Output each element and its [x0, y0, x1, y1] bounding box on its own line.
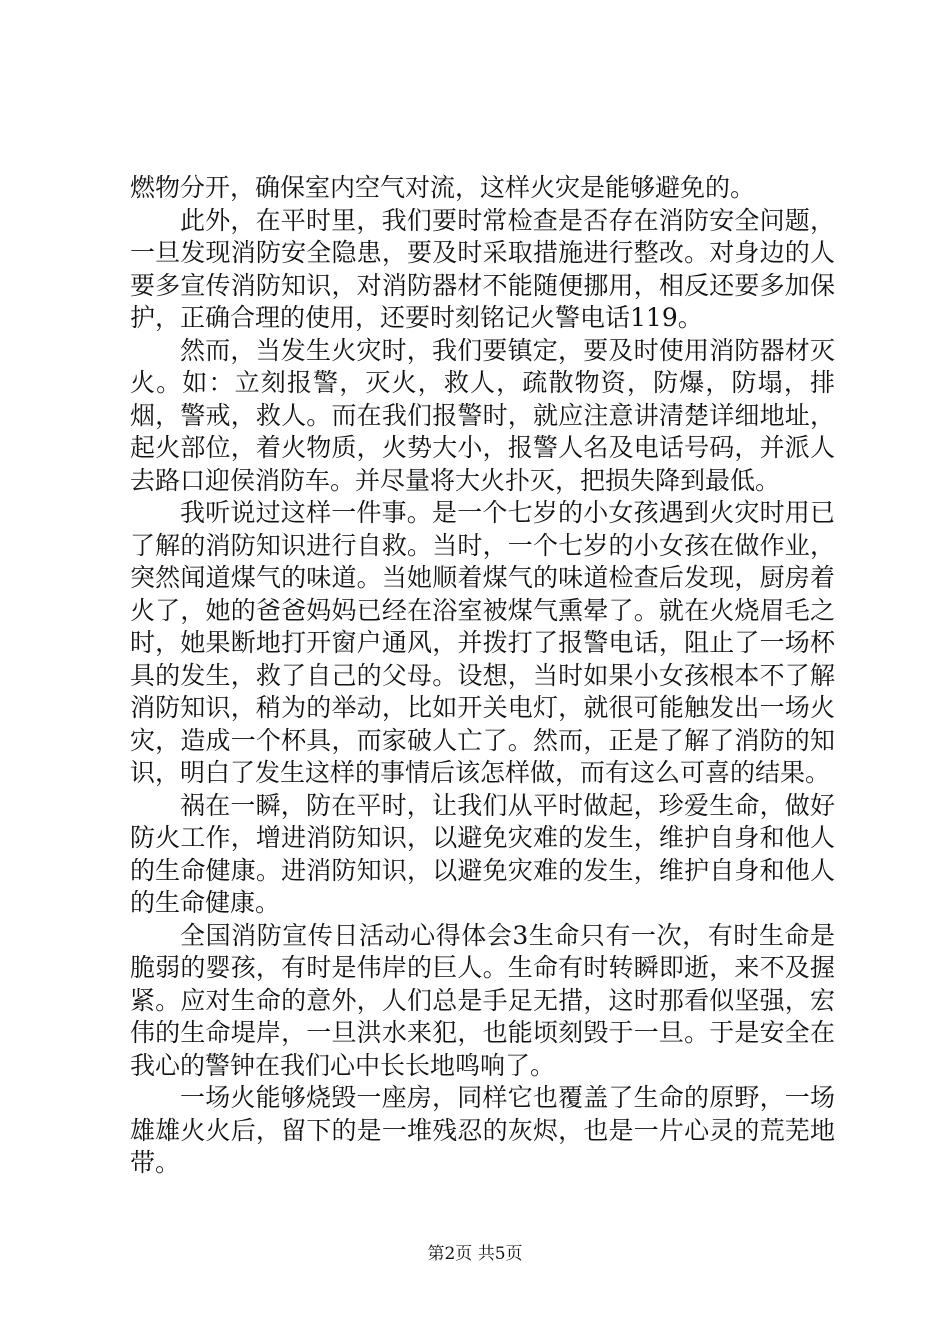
page-number-footer: 第2页 共5页: [427, 1244, 523, 1264]
paragraph-7: 一场火能够烧毁一座房，同样它也覆盖了生命的原野，一场雄雄火火后，留下的是一堆残忍的灰烬，也是一片心灵的荒芜地带。: [130, 1083, 835, 1177]
paragraph-5: 祸在一瞬，防在平时，让我们从平时做起，珍爱生命，做好防火工作，增进消防知识，以避免灾难的发生，维护自身和他人的生命健康。进消防知识，以避免灾难的发生，维护自身和他人的生命健康。: [130, 790, 835, 917]
paragraph-3: 然而，当发生火灾时，我们要镇定，要及时使用消防器材灭火。如：立刻报警，灭火，救人，疏散物资，防爆，防塌，排烟，警戒，救人。而在我们报警时，就应注意讲清楚详细地址，起火部位，着火物质，火势大小，报警人名及电话号码，并派人去路口迎侯消防车。并尽量将大火扑灭，把损失降到最低。: [130, 335, 835, 495]
document-body: [130, 172, 835, 1180]
paragraph-4: 我听说过这样一件事。是一个七岁的小女孩遇到火灾时用已了解的消防知识进行自救。当时，一个七岁的小女孩在做作业，突然闻道煤气的味道。当她顺着煤气的味道检查后发现，厨房着火了，她的爸爸妈妈已经在浴室被煤气熏晕了。就在火烧眉毛之时，她果断地打开窗户通风，并拨打了报警电话，阻止了一场杯具的发生，救了自己的父母。设想，当时如果小女孩根本不了解消防知识，稍为的举动，比如开关电灯，就很可能触发出一场火灾，造成一个杯具，而家破人亡了。然而，正是了解了消防的知识，明白了发生这样的事情后该怎样做，而有这么可喜的结果。: [130, 498, 835, 787]
paragraph-1: 燃物分开，确保室内空气对流，这样火灾是能够避免的。: [130, 173, 756, 202]
paragraph-6: 全国消防宣传日活动心得体会3生命只有一次，有时生命是脆弱的婴孩，有时是伟岸的巨人。生命有时转瞬即逝，来不及握紧。应对生命的意外，人们总是手足无措，这时那看似坚强，宏伟的生命堤岸，一旦洪水来犯，也能顷刻毁于一旦。于是安全在我心的警钟在我们心中长长地鸣响了。: [130, 920, 835, 1080]
paragraph-2: 此外，在平时里，我们要时常检查是否存在消防安全问题，一旦发现消防安全隐患，要及时采取措施进行整改。对身边的人要多宣传消防知识，对消防器材不能随便挪用，相反还要多加保护，正确合理的使用，还要时刻铭记火警电话119。: [130, 205, 835, 332]
